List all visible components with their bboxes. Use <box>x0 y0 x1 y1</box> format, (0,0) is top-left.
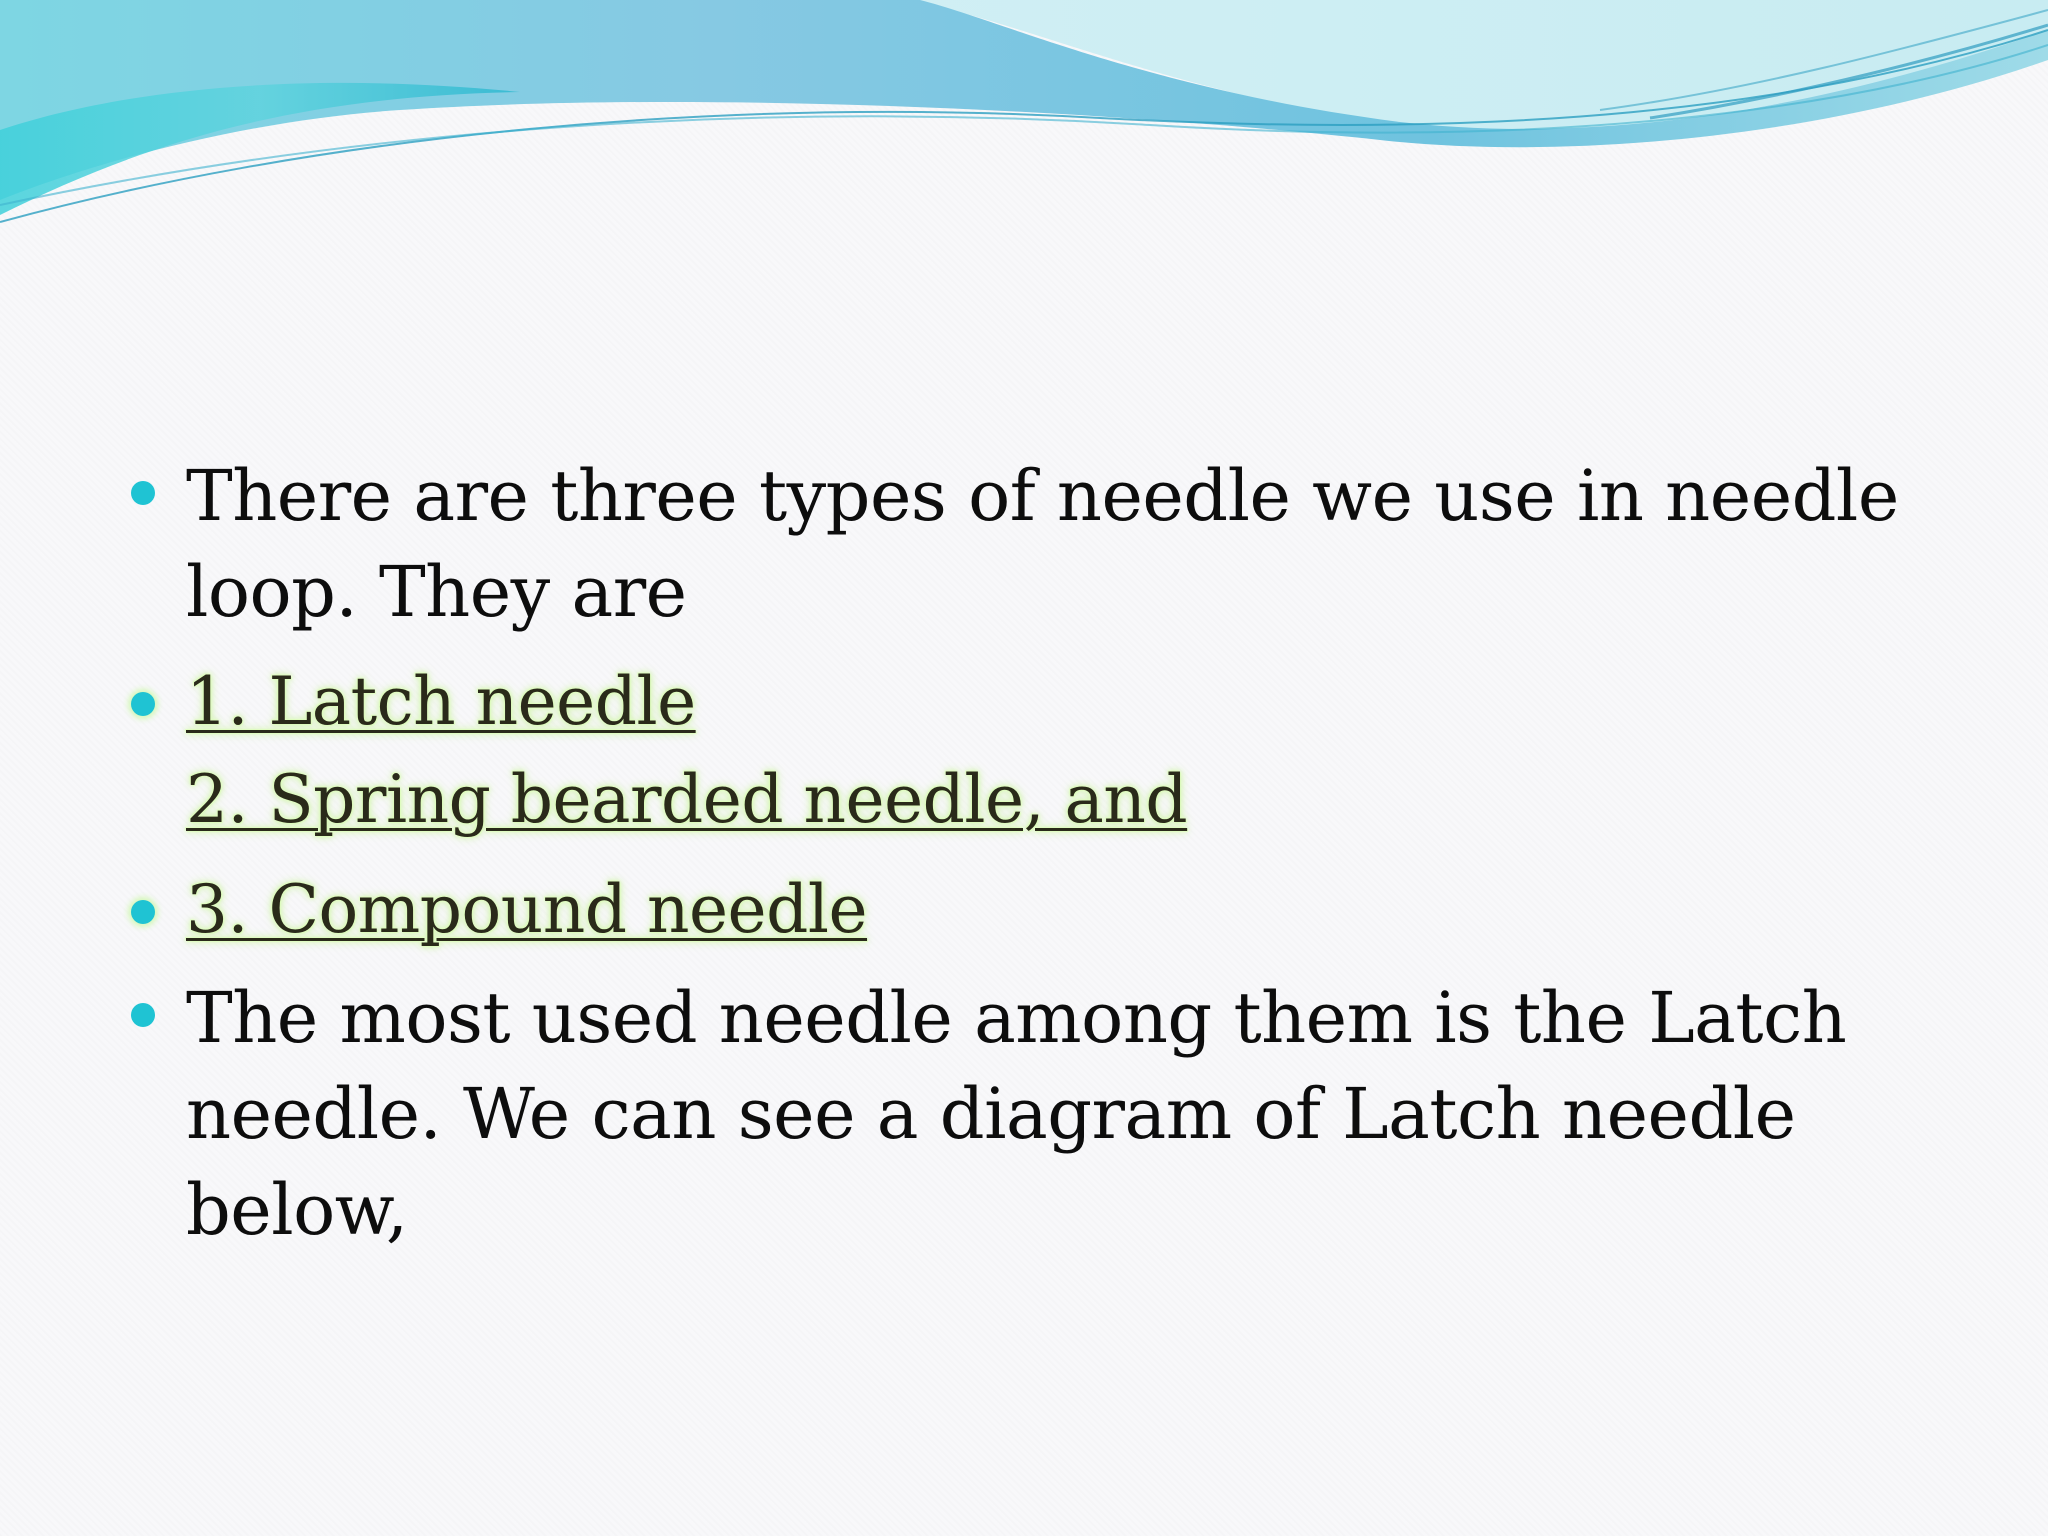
bullet-item-compound-needle <box>128 860 1948 958</box>
header-wave-decoration <box>0 0 2048 240</box>
bullet-dot-icon <box>131 692 155 716</box>
bullet-line: There are three types of needle we use in needle <box>186 455 1899 537</box>
bullet-line: below, <box>186 1169 408 1251</box>
bullet-dot-icon <box>131 1003 155 1027</box>
bullet-dot-icon <box>131 900 155 924</box>
bullet-text <box>186 970 1948 1258</box>
bullet-item-intro <box>128 448 1948 640</box>
bullet-line: The most used needle among them is the Latch <box>186 977 1847 1059</box>
link-spring-bearded-needle[interactable]: 2. Spring bearded needle, and <box>186 761 1188 838</box>
bullet-line: needle. We can see a diagram of Latch needle <box>186 1073 1796 1155</box>
bullet-item-latch-summary <box>128 970 1948 1258</box>
bullet-line: loop. They are <box>186 551 687 633</box>
link-latch-needle[interactable]: 1. Latch needle <box>186 663 696 740</box>
bullet-dot-icon <box>131 481 155 505</box>
bullet-item-needle-types <box>128 652 1948 848</box>
slide-content <box>128 448 1948 1270</box>
bullet-text <box>186 448 1948 640</box>
link-compound-needle[interactable]: 3. Compound needle <box>186 871 868 948</box>
bullet-text <box>186 652 1948 848</box>
bullet-text <box>186 860 1948 958</box>
